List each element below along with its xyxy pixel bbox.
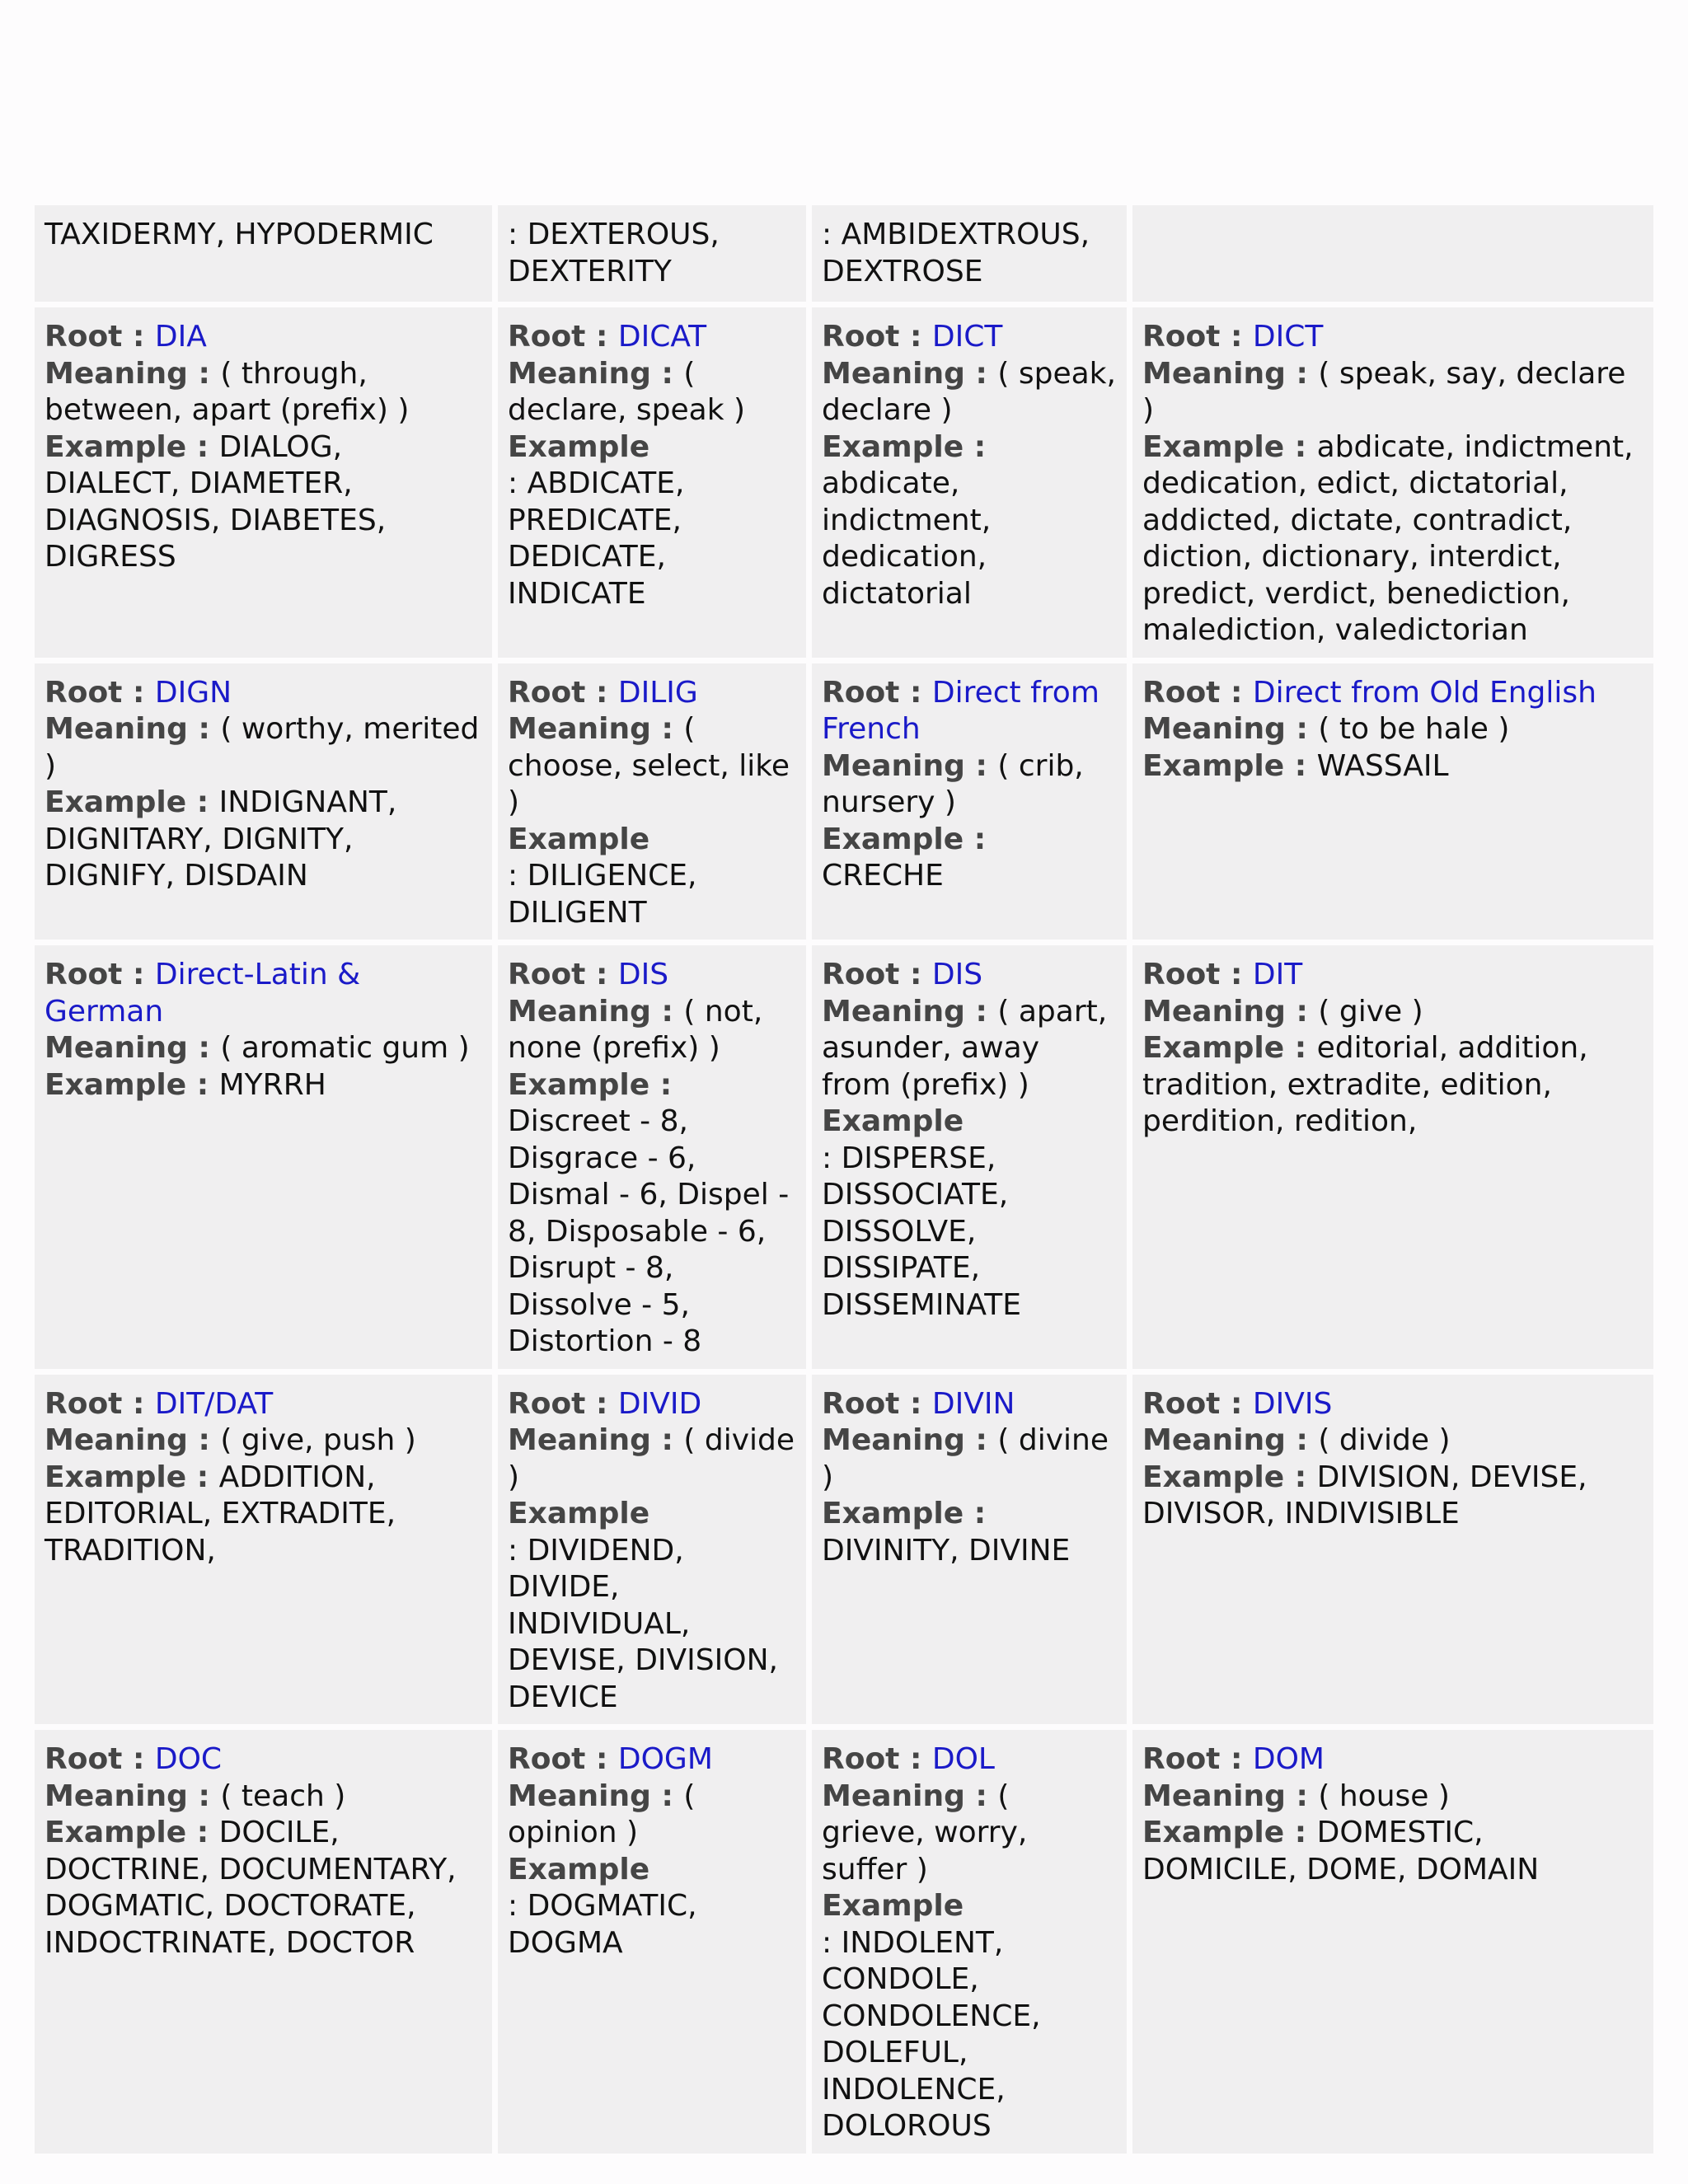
meaning-value: ( worthy, merited ) <box>45 712 480 783</box>
meaning-line <box>822 1422 1117 1496</box>
example-line <box>45 1815 482 1961</box>
meaning-value: ( to be hale ) <box>1318 712 1510 746</box>
label-separator: : <box>187 1031 221 1065</box>
root-value: DIVIN <box>931 1386 1015 1421</box>
example-label: Example <box>822 1497 964 1530</box>
root-line <box>508 1386 796 1423</box>
meaning-label: Meaning <box>508 1779 651 1813</box>
example-label: Example <box>508 429 650 464</box>
root-value: DIVID <box>617 1386 702 1421</box>
label-separator: : <box>1285 1423 1319 1457</box>
table-cell <box>498 1375 806 1725</box>
cell-text: TAXIDERMY, HYPODERMIC <box>45 218 434 251</box>
meaning-label: Meaning <box>822 1423 965 1457</box>
meaning-line <box>1142 1779 1643 1816</box>
label-separator: : <box>964 1497 987 1530</box>
word-roots-table <box>29 199 1659 2159</box>
meaning-value: ( house ) <box>1318 1779 1450 1813</box>
root-value: Direct from Old English <box>1252 675 1597 710</box>
label-separator: : <box>964 1779 998 1813</box>
example-value: Discreet - 8, Disgrace - 6, Dismal - 6, Dispel - 8, Disposable - 6, Disrupt - 8, Dissolve - 5, Distortion - 8 <box>508 1104 790 1358</box>
example-value: : ABDICATE, PREDICATE, DEDICATE, INDICATE <box>508 466 685 611</box>
example-label: Example <box>822 429 964 464</box>
label-separator: : <box>1284 748 1317 783</box>
example-value: DIVINITY, DIVINE <box>822 1533 1071 1568</box>
table-cell <box>1132 663 1653 940</box>
table-cell <box>498 663 806 940</box>
meaning-label: Meaning <box>508 712 651 746</box>
example-line <box>1142 748 1643 785</box>
label-separator: : <box>1285 994 1319 1029</box>
root-label: Root <box>508 675 586 710</box>
root-line <box>1142 957 1643 994</box>
meaning-value: ( give ) <box>1318 994 1423 1029</box>
meaning-line <box>822 356 1117 429</box>
example-value: DOCILE, DOCTRINE, DOCUMENTARY, DOGMATIC, DOCTORATE, INDOCTRINATE, DOCTOR <box>45 1816 457 1960</box>
meaning-value: ( declare, speak ) <box>508 356 746 427</box>
root-value: DIT/DAT <box>154 1386 274 1421</box>
label-separator: : <box>122 675 155 710</box>
label-separator: : <box>964 822 987 856</box>
table-cell <box>35 205 492 302</box>
root-value: Direct from French <box>822 675 1100 746</box>
label-separator: : <box>585 1386 618 1421</box>
label-separator: : <box>122 958 155 991</box>
label-separator: : <box>650 994 684 1029</box>
example-label: Example <box>508 822 650 856</box>
label-separator: : <box>122 1386 155 1421</box>
root-value: DOL <box>931 1742 995 1776</box>
table-row <box>35 945 1653 1369</box>
label-separator: : <box>187 1779 221 1813</box>
table-row <box>35 205 1653 302</box>
label-separator: : <box>964 994 998 1029</box>
example-line <box>508 1852 796 1962</box>
table-row <box>35 1375 1653 1725</box>
root-line <box>508 1741 796 1779</box>
meaning-label: Meaning <box>1142 1779 1286 1813</box>
label-separator: : <box>650 356 684 391</box>
meaning-line <box>1142 994 1643 1031</box>
label-separator: : <box>1284 1460 1317 1494</box>
example-value: abdicate, indictment, dedication, dictatorial <box>822 466 992 611</box>
root-line <box>1142 1386 1643 1423</box>
meaning-label: Meaning <box>1142 356 1286 391</box>
label-separator: : <box>1285 356 1319 391</box>
table-cell <box>812 945 1127 1369</box>
meaning-line <box>508 711 796 822</box>
table-cell <box>812 205 1127 302</box>
example-value: MYRRH <box>218 1067 326 1102</box>
table-cell <box>35 945 492 1369</box>
root-line <box>822 1386 1117 1423</box>
label-separator: : <box>649 1067 673 1102</box>
label-separator: : <box>964 356 998 391</box>
root-line <box>1142 675 1643 712</box>
label-separator: : <box>187 356 221 391</box>
root-line <box>508 319 796 356</box>
meaning-label: Meaning <box>508 994 651 1029</box>
meaning-line <box>1142 1422 1643 1460</box>
meaning-label: Meaning <box>45 1423 188 1457</box>
root-label: Root <box>1142 958 1221 991</box>
label-separator: : <box>1285 1779 1319 1813</box>
example-line <box>822 429 1117 613</box>
table-cell <box>1132 1730 1653 2154</box>
root-line <box>508 675 796 712</box>
example-label: Example <box>822 1104 964 1138</box>
example-label: Example <box>822 1889 964 1923</box>
root-line <box>822 319 1117 356</box>
root-value: DICT <box>931 320 1003 354</box>
root-label: Root <box>1142 1742 1221 1776</box>
label-separator: : <box>1220 1742 1253 1776</box>
label-separator: : <box>187 712 221 746</box>
meaning-line <box>45 1030 482 1067</box>
example-value: DOMESTIC, DOMICILE, DOME, DOMAIN <box>1142 1816 1540 1886</box>
root-line <box>45 319 482 356</box>
root-label: Root <box>822 958 900 991</box>
example-label: Example <box>1142 1031 1285 1065</box>
label-separator: : <box>585 675 618 710</box>
meaning-label: Meaning <box>1142 994 1286 1029</box>
label-separator: : <box>186 429 219 464</box>
root-value: DILIG <box>617 675 698 710</box>
example-label: Example <box>508 1497 650 1530</box>
label-separator: : <box>1220 320 1253 354</box>
root-value: DIGN <box>154 675 232 710</box>
table-cell <box>35 663 492 940</box>
example-label: Example <box>45 1067 187 1102</box>
example-line <box>822 1888 1117 2145</box>
table-cell <box>35 1375 492 1725</box>
meaning-line <box>508 994 796 1067</box>
meaning-line <box>508 1779 796 1852</box>
example-label: Example <box>45 429 187 464</box>
root-label: Root <box>45 320 123 354</box>
example-line <box>45 1067 482 1104</box>
label-separator: : <box>187 1423 221 1457</box>
example-line <box>822 822 1117 895</box>
root-value: DIT <box>1252 958 1303 991</box>
meaning-value: ( grieve, worry, suffer ) <box>822 1779 1028 1886</box>
example-value: DIVISION, DEVISE, DIVISOR, INDIVISIBLE <box>1142 1460 1587 1530</box>
meaning-line <box>1142 711 1643 748</box>
meaning-value: ( divide ) <box>1318 1423 1451 1457</box>
meaning-label: Meaning <box>1142 1423 1286 1457</box>
table-cell <box>812 1730 1127 2154</box>
meaning-label: Meaning <box>508 1423 651 1457</box>
example-value: DIALOG, DIALECT, DIAMETER, DIAGNOSIS, DIABETES, DIGRESS <box>45 429 387 574</box>
label-separator: : <box>964 1423 998 1457</box>
example-line <box>508 1067 796 1361</box>
root-label: Root <box>1142 1386 1221 1421</box>
label-separator: : <box>899 320 932 354</box>
meaning-line <box>45 356 482 429</box>
meaning-line <box>508 356 796 429</box>
meaning-value: ( divine ) <box>822 1423 1109 1494</box>
meaning-line <box>508 1422 796 1496</box>
root-value: DICT <box>1252 320 1324 354</box>
meaning-label: Meaning <box>45 1779 188 1813</box>
cell-text: : AMBIDEXTROUS, DEXTROSE <box>822 218 1090 288</box>
root-label: Root <box>508 1742 586 1776</box>
root-label: Root <box>1142 675 1221 710</box>
label-separator: : <box>122 320 155 354</box>
root-value: DIVIS <box>1252 1386 1333 1421</box>
meaning-value: ( speak, say, declare ) <box>1142 356 1626 427</box>
meaning-value: ( through, between, apart (prefix) ) <box>45 356 410 427</box>
example-value: CRECHE <box>822 859 944 893</box>
table-cell <box>498 307 806 658</box>
table-cell <box>812 663 1127 940</box>
root-line <box>1142 1741 1643 1779</box>
example-line <box>508 822 796 932</box>
meaning-label: Meaning <box>1142 712 1286 746</box>
table-row <box>35 1730 1653 2154</box>
cell-text: : DEXTEROUS, DEXTERITY <box>508 218 720 288</box>
meaning-value: ( aromatic gum ) <box>220 1031 470 1065</box>
root-line <box>508 957 796 994</box>
table-cell <box>1132 945 1653 1369</box>
example-label: Example <box>822 822 964 856</box>
root-label: Root <box>45 1386 123 1421</box>
root-label: Root <box>45 675 123 710</box>
label-separator: : <box>1220 1386 1253 1421</box>
meaning-label: Meaning <box>508 356 651 391</box>
root-line <box>45 1741 482 1779</box>
label-separator: : <box>650 712 684 746</box>
example-value: : INDOLENT, CONDOLE, CONDOLENCE, DOLEFUL, INDOLENCE, DOLOROUS <box>822 1925 1041 2143</box>
table-cell <box>498 205 806 302</box>
meaning-line <box>45 711 482 785</box>
table-cell <box>498 1730 806 2154</box>
root-line <box>822 957 1117 994</box>
meaning-line <box>1142 356 1643 429</box>
table-cell <box>1132 205 1653 302</box>
example-value: : DILIGENCE, DILIGENT <box>508 859 697 930</box>
example-line <box>45 1460 482 1570</box>
table-cell <box>1132 307 1653 658</box>
root-label: Root <box>1142 320 1221 354</box>
root-value: DIS <box>931 958 983 991</box>
root-value: DOGM <box>617 1742 713 1776</box>
root-line <box>822 1741 1117 1779</box>
root-value: DIS <box>617 958 669 991</box>
root-line <box>45 675 482 712</box>
meaning-label: Meaning <box>822 1779 965 1813</box>
label-separator: : <box>899 1742 932 1776</box>
table-cell <box>35 307 492 658</box>
label-separator: : <box>585 1742 618 1776</box>
example-label: Example <box>1142 1460 1285 1494</box>
root-label: Root <box>822 1742 900 1776</box>
meaning-value: ( opinion ) <box>508 1779 696 1849</box>
root-line <box>45 1386 482 1423</box>
meaning-line <box>822 1779 1117 1889</box>
table-cell <box>35 1730 492 2154</box>
label-separator: : <box>186 1816 219 1849</box>
example-label: Example <box>1142 1816 1285 1849</box>
meaning-label: Meaning <box>822 356 965 391</box>
label-separator: : <box>1220 958 1253 991</box>
root-line <box>45 957 482 1030</box>
table-cell <box>812 307 1127 658</box>
label-separator: : <box>1284 1031 1317 1065</box>
example-line <box>45 429 482 576</box>
label-separator: : <box>585 958 618 991</box>
meaning-value: ( crib, nursery ) <box>822 748 1084 819</box>
meaning-label: Meaning <box>45 1031 188 1065</box>
meaning-value: ( speak, declare ) <box>822 356 1116 427</box>
meaning-value: ( teach ) <box>220 1779 346 1813</box>
example-label: Example <box>508 1852 650 1886</box>
root-value: Direct-Latin & German <box>45 958 361 1029</box>
example-value: INDIGNANT, DIGNITARY, DIGNITY, DIGNIFY, DISDAIN <box>45 785 397 893</box>
label-separator: : <box>122 1742 155 1776</box>
example-label: Example <box>1142 748 1285 783</box>
example-line <box>45 785 482 895</box>
example-label: Example <box>45 1816 187 1849</box>
example-value: abdicate, indictment, dedication, edict, dictatorial, addicted, dictate, contradict, diction, dictionary, interdict, predict, verdict, benediction, malediction, valedictorian <box>1142 429 1634 647</box>
label-separator: : <box>186 785 219 819</box>
meaning-value: ( give, push ) <box>220 1423 416 1457</box>
root-value: DOM <box>1252 1742 1325 1776</box>
root-value: DOC <box>154 1742 223 1776</box>
meaning-value: ( apart, asunder, away from (prefix) ) <box>822 994 1108 1102</box>
label-separator: : <box>585 320 618 354</box>
meaning-value: ( not, none (prefix) ) <box>508 994 763 1065</box>
root-line <box>822 675 1117 748</box>
example-line <box>1142 429 1643 649</box>
meaning-value: ( divide ) <box>508 1423 795 1494</box>
root-value: DIA <box>154 320 207 354</box>
meaning-label: Meaning <box>822 994 965 1029</box>
meaning-line <box>822 748 1117 822</box>
label-separator: : <box>899 675 932 710</box>
meaning-line <box>45 1779 482 1816</box>
label-separator: : <box>186 1460 219 1494</box>
root-label: Root <box>508 320 586 354</box>
example-value: : DOGMATIC, DOGMA <box>508 1889 697 1960</box>
label-separator: : <box>964 748 998 783</box>
label-separator: : <box>964 429 987 464</box>
root-label: Root <box>45 958 123 991</box>
root-label: Root <box>45 1742 123 1776</box>
label-separator: : <box>186 1067 219 1102</box>
meaning-label: Meaning <box>45 356 188 391</box>
label-separator: : <box>1220 675 1253 710</box>
example-label: Example <box>45 785 187 819</box>
root-label: Root <box>822 675 900 710</box>
example-value: WASSAIL <box>1316 748 1449 783</box>
label-separator: : <box>1284 429 1317 464</box>
meaning-line <box>45 1422 482 1460</box>
root-line <box>1142 319 1643 356</box>
example-line <box>508 1496 796 1716</box>
example-line <box>1142 1815 1643 1888</box>
example-line <box>822 1104 1117 1324</box>
root-value: DICAT <box>617 320 707 354</box>
root-label: Root <box>822 320 900 354</box>
example-line <box>1142 1460 1643 1533</box>
label-separator: : <box>650 1779 684 1813</box>
meaning-label: Meaning <box>822 748 965 783</box>
example-line <box>508 429 796 613</box>
example-label: Example <box>1142 429 1285 464</box>
table-row <box>35 307 1653 658</box>
example-value: : DIVIDEND, DIVIDE, INDIVIDUAL, DEVISE, DIVISION, DEVICE <box>508 1533 778 1714</box>
example-label: Example <box>508 1067 650 1102</box>
example-value: editorial, addition, tradition, extradite, edition, perdition, redition, <box>1142 1031 1588 1138</box>
meaning-label: Meaning <box>45 712 188 746</box>
root-label: Root <box>508 958 586 991</box>
root-label: Root <box>822 1386 900 1421</box>
label-separator: : <box>1285 712 1319 746</box>
example-value: : DISPERSE, DISSOCIATE, DISSOLVE, DISSIPATE, DISSEMINATE <box>822 1141 1021 1322</box>
example-line <box>822 1496 1117 1569</box>
meaning-line <box>822 994 1117 1104</box>
table-row <box>35 663 1653 940</box>
example-label: Example <box>45 1460 187 1494</box>
table-cell <box>498 945 806 1369</box>
label-separator: : <box>650 1423 684 1457</box>
word-roots-table-body <box>35 205 1653 2154</box>
root-label: Root <box>508 1386 586 1421</box>
label-separator: : <box>1284 1816 1317 1849</box>
table-cell <box>1132 1375 1653 1725</box>
example-value: ADDITION, EDITORIAL, EXTRADITE, TRADITION, <box>45 1460 396 1568</box>
table-cell <box>812 1375 1127 1725</box>
example-line <box>1142 1030 1643 1141</box>
label-separator: : <box>899 1386 932 1421</box>
meaning-value: ( choose, select, like ) <box>508 712 790 819</box>
label-separator: : <box>899 958 932 991</box>
